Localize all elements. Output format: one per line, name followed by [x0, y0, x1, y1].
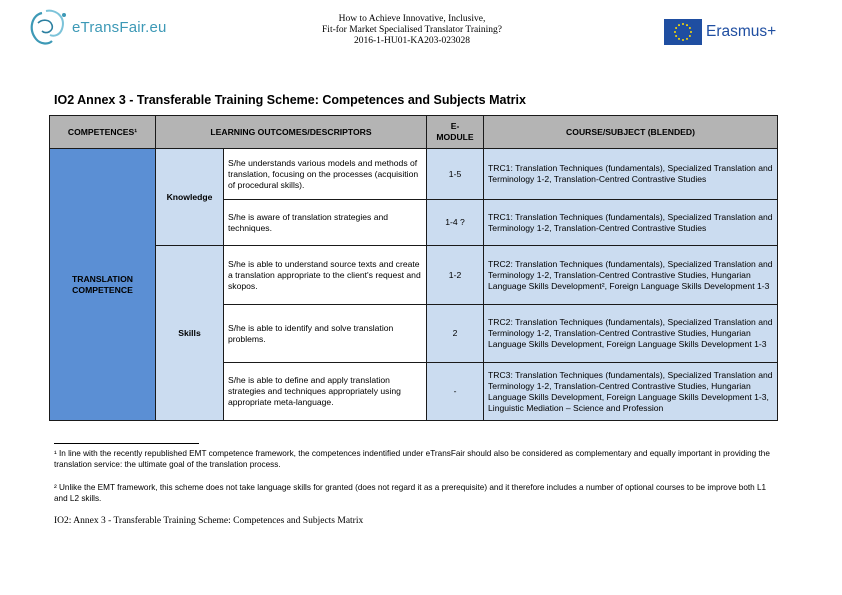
course-cell: TRC3: Translation Techniques (fundamentals), Specialized Translation and Terminology 1-2, Translation-Centred Contrastive Studies, Hungarian Language Skills Development, Foreign Language Skills Development 1-3, Linguistic Mediation – Science and Profession	[484, 363, 778, 421]
project-code: 2016-1-HU01-KA203-023028	[353, 36, 471, 46]
document-title: IO2 Annex 3 - Transferable Training Scheme: Competences and Subjects Matrix	[54, 93, 526, 107]
footnote-1: ¹ In line with the recently republished EMT competence framework, the competences indentified under eTransFair should also be considered as complementary and equally important in providing the translation service: the ultimate goal of the translation process.	[54, 449, 770, 469]
page-footer: IO2: Annex 3 - Transferable Training Scheme: Competences and Subjects Matrix	[54, 516, 364, 526]
header-e-module	[427, 116, 484, 149]
subcategory-knowledge: Knowledge	[156, 149, 224, 246]
eu-flag-icon	[664, 19, 702, 45]
project-header	[262, 14, 562, 47]
competence-line1: TRANSLATION	[72, 273, 133, 284]
etransfair-logo-icon	[28, 7, 78, 49]
e-module-cell: 2	[427, 305, 484, 363]
course-cell: TRC2: Translation Techniques (fundamentals), Specialized Translation and Terminology 1-2, Translation-Centred Contrastive Studies, Hungarian Language Skills Development, Foreign Language Skills Development 1-3	[484, 305, 778, 363]
learning-outcome-cell: S/he is able to understand source texts and create a translation appropriate to the client's request and skopos.	[224, 246, 427, 305]
project-line-2: Fit-for Market Specialised Translator Training?	[322, 25, 502, 35]
header-course-subject: COURSE/SUBJECT (BLENDED)	[484, 116, 778, 149]
competences-matrix-table	[49, 115, 778, 421]
footnote-2: ² Unlike the EMT framework, this scheme does not take language skills for granted (does not regard it as a prerequisite) and it therefore includes a number of optional courses to be improve both L1 and L2 skills.	[54, 483, 767, 503]
learning-outcome-cell: S/he is able to define and apply translation strategies and techniques appropriately using appropriate meta-language.	[224, 363, 427, 421]
erasmus-text: Erasmus+	[706, 23, 777, 40]
table-header-row	[50, 116, 778, 149]
course-cell: TRC1: Translation Techniques (fundamentals), Specialized Translation and Terminology 1-2, Translation-Centred Contrastive Studies	[484, 149, 778, 200]
header-e-module-line2: MODULE	[436, 132, 474, 142]
erasmus-logo	[664, 19, 794, 45]
table-row	[50, 149, 778, 200]
competence-line2: COMPETENCE	[72, 284, 133, 295]
e-module-cell: 1-4 ?	[427, 200, 484, 246]
project-line-1: How to Achieve Innovative, Inclusive,	[338, 14, 486, 24]
course-cell: TRC2: Translation Techniques (fundamentals), Specialized Translation and Terminology 1-2, Translation-Centred Contrastive Studies, Hungarian Language Skills Development², Foreign Language Skills Development 1-3	[484, 246, 778, 305]
logo-text: eTransFair.eu	[72, 19, 167, 36]
course-cell: TRC1: Translation Techniques (fundamentals), Specialized Translation and Terminology 1-2, Translation-Centred Contrastive Studies	[484, 200, 778, 246]
etransfair-logo	[28, 7, 167, 49]
footnote-separator	[54, 443, 199, 444]
e-module-cell: -	[427, 363, 484, 421]
subcategory-skills: Skills	[156, 246, 224, 421]
table-row	[50, 246, 778, 305]
learning-outcome-cell: S/he is aware of translation strategies and techniques.	[224, 200, 427, 246]
competence-cell	[50, 149, 156, 421]
e-module-cell: 1-5	[427, 149, 484, 200]
e-module-cell: 1-2	[427, 246, 484, 305]
header-learning-outcomes: LEARNING OUTCOMES/DESCRIPTORS	[156, 116, 427, 149]
header-e-module-line1: E-	[450, 121, 460, 131]
learning-outcome-cell: S/he is able to identify and solve translation problems.	[224, 305, 427, 363]
learning-outcome-cell: S/he understands various models and methods of translation, focusing on the processes (acquisition of procedural skills).	[224, 149, 427, 200]
header-competences: COMPETENCES¹	[50, 116, 156, 149]
